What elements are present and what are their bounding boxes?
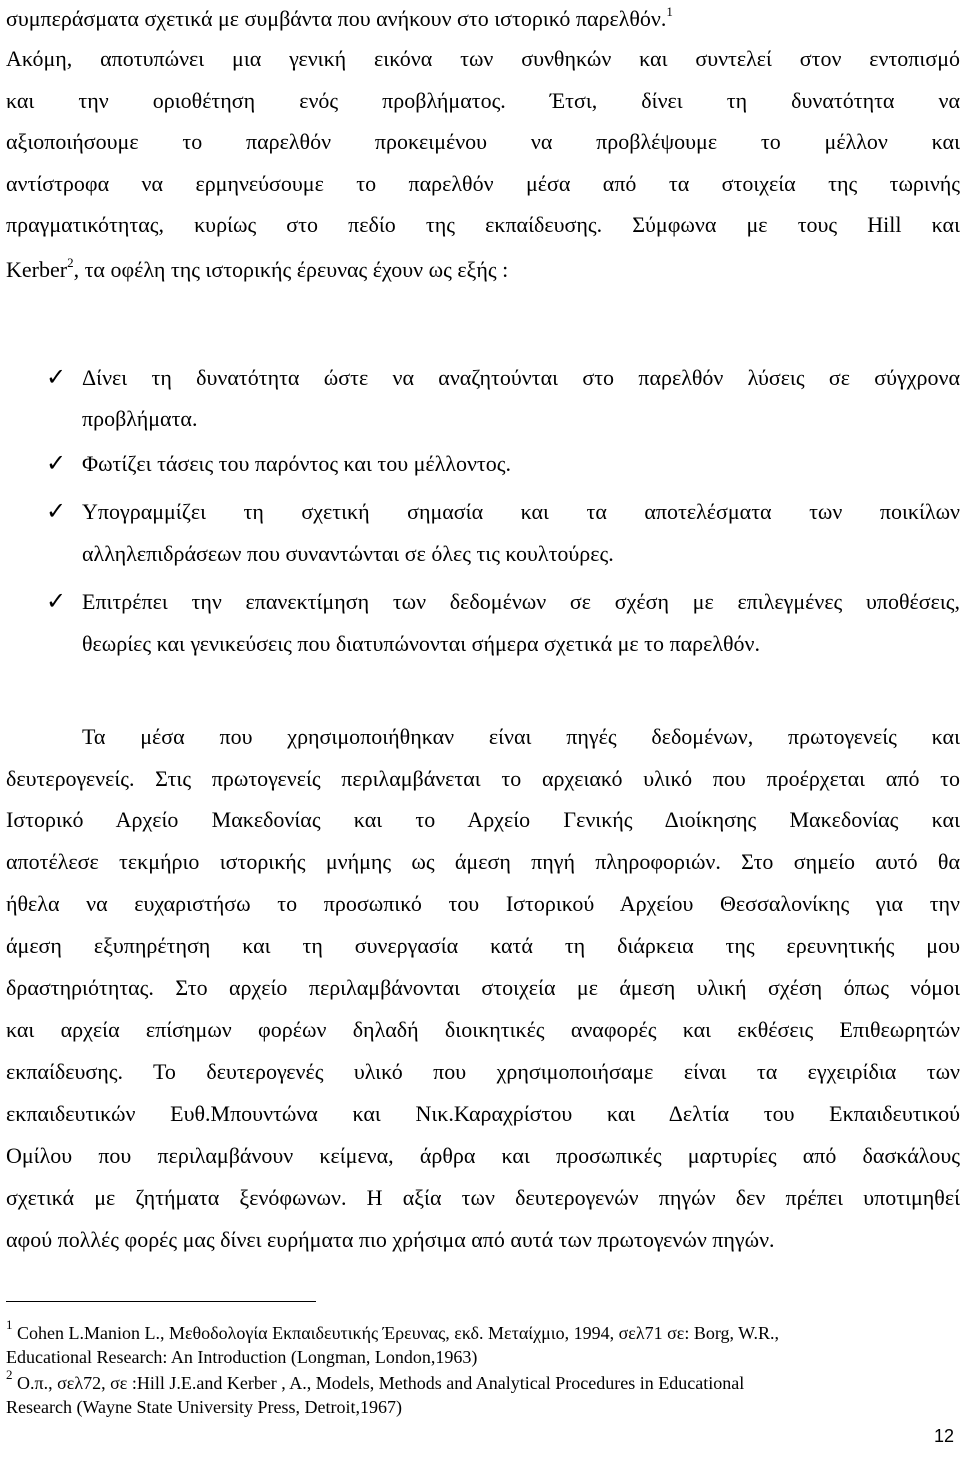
paragraph-line: δευτερογενείς. Στις πρωτογενείς περιλαμβάνεται το αρχειακό υλικό που προέρχεται από το xyxy=(6,766,960,791)
paragraph-line: αφού πολλές φορές μας δίνει ευρήματα πιο χρήσιμα από αυτά των πρωτογενών πηγών. xyxy=(6,1227,775,1252)
paragraph-line: Τα μέσα που χρησιμοποιήθηκαν είναι πηγές δεδομένων, πρωτογενείς και xyxy=(82,724,960,749)
bullet-line: προβλήματα. xyxy=(82,406,198,431)
check-icon: ✓ xyxy=(46,365,67,391)
paragraph-line: δραστηριότητας. Στο αρχείο περιλαμβάνονται στοιχεία με άμεση υλική σχέση όπως νόμοι xyxy=(6,975,960,1000)
page-number: 12 xyxy=(933,1426,954,1446)
bullet-line: Φωτίζει τάσεις του παρόντος και του μέλλοντος. xyxy=(82,451,511,476)
footnote-2: $^2$ Ο.π., σελ72, σε :Hill J.E.and Kerber , A., Models, Methods and Analytical Procedures in Educational xyxy=(6,1367,745,1393)
check-icon: ✓ xyxy=(46,499,67,525)
paragraph-line: και την οριοθέτηση ενός προβλήματος. Έτσι, δίνει τη δυνατότητα να xyxy=(6,88,960,113)
paragraph-line: Ιστορικό Αρχείο Μακεδονίας και το Αρχείο Γενικής Διοίκησης Μακεδονίας και xyxy=(6,807,960,832)
bullet-line: Επιτρέπει την επανεκτίμηση των δεδομένων σε σχέση με επιλεγμένες υποθέσεις, xyxy=(82,589,960,614)
paragraph-line: αξιοποιήσουμε το παρελθόν προκειμένου να προβλέψουμε το μέλλον και xyxy=(6,129,960,154)
paragraph-line: και αρχεία επίσημων φορέων δηλαδή διοικητικές αναφορές και εκθέσεις Επιθεωρητών xyxy=(6,1017,960,1042)
paragraph-line: Kerber$^2$, τα οφέλη της ιστορικής έρευνας έχουν ως εξής : xyxy=(6,255,509,282)
footnote-separator xyxy=(6,1301,316,1302)
bullet-line: Δίνει τη δυνατότητα ώστε να αναζητούνται στο παρελθόν λύσεις σε σύγχρονα xyxy=(82,365,960,390)
footnote-1: $^1$ Cohen L.Manion L., Μεθοδολογία Εκπαιδευτικής Έρευνας, εκδ. Μεταίχμιο, 1994, σελ71 σε: Borg, W.R., xyxy=(6,1317,780,1343)
paragraph-line: Ομίλου που περιλαμβάνουν κείμενα, άρθρα και προσωπικές μαρτυρίες από δασκάλους xyxy=(6,1143,960,1168)
paragraph-line: σχετικά με ζητήματα ξενόφωνων. Η αξία των δευτερογενών πηγών δεν πρέπει υποτιμηθεί xyxy=(6,1185,960,1210)
paragraph-line: ήθελα να ευχαριστήσω το προσωπικό του Ιστορικού Αρχείου Θεσσαλονίκης για την xyxy=(6,891,960,916)
paragraph-line: πραγματικότητας, κυρίως στο πεδίο της εκπαίδευσης. Σύμφωνα με τους Hill και xyxy=(6,212,960,237)
check-icon: ✓ xyxy=(46,451,67,477)
paragraph-line: άμεση εξυπηρέτηση και τη συνεργασία κατά τη διάρκεια της ερευνητικής μου xyxy=(6,933,960,958)
paragraph-line: συμπεράσματα σχετικά με συμβάντα που ανήκουν στο ιστορικό παρελθόν.$^1$ xyxy=(6,4,673,31)
paragraph-line: εκπαίδευσης. Το δευτερογενές υλικό που χρησιμοποιήσαμε είναι τα εγχειρίδια των xyxy=(6,1059,960,1084)
footnote-mark: 1 xyxy=(666,4,673,19)
paragraph-line: εκπαιδευτικών Ευθ.Μπουντώνα και Νικ.Καραχρίστου και Δελτία του Εκπαιδευτικού xyxy=(6,1101,960,1126)
paragraph-line: Ακόμη, αποτυπώνει μια γενική εικόνα των συνθηκών και συντελεί στον εντοπισμό xyxy=(6,46,960,71)
bullet-line: αλληλεπιδράσεων που συναντώνται σε όλες τις κουλτούρες. xyxy=(82,541,614,566)
footnote-2-cont: Research (Wayne State University Press, Detroit,1967) xyxy=(6,1397,402,1417)
bullet-line: θεωρίες και γενικεύσεις που διατυπώνονται σήμερα σχετικά με το παρελθόν. xyxy=(82,631,760,656)
footnote-1-cont: Educational Research: An Introduction (Longman, London,1963) xyxy=(6,1347,478,1367)
paragraph-line: αποτέλεσε τεκμήριο ιστορικής μνήμης ως άμεση πηγή πληροφοριών. Στο σημείο αυτό θα xyxy=(6,849,960,874)
paragraph-line: αντίστροφα να ερμηνεύσουμε το παρελθόν μέσα από τα στοιχεία της τωρινής xyxy=(6,171,960,196)
bullet-line: Υπογραμμίζει τη σχετική σημασία και τα αποτελέσματα των ποικίλων xyxy=(82,499,960,524)
footnote-mark: 2 xyxy=(67,255,74,270)
check-icon: ✓ xyxy=(46,589,67,615)
